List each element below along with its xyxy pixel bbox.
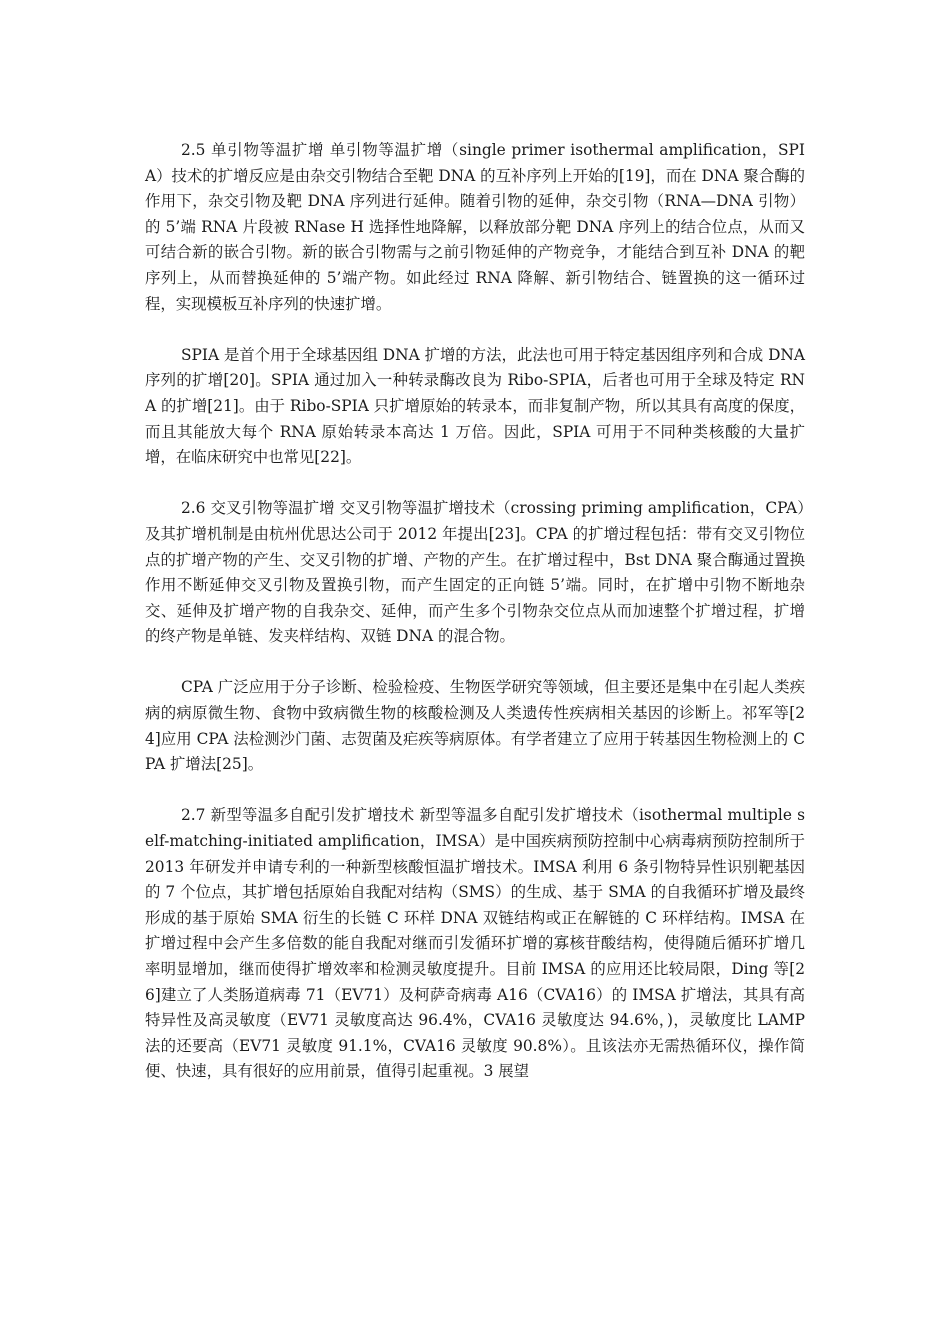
paragraph-cpa-method: 2.6 交叉引物等温扩增 交叉引物等温扩增技术（crossing priming amplification，CPA）及其扩增机制是由杭州优思达公司于 2012 年提出[23]。CPA 的扩增过程包括：带有交叉引物位点的扩增产物的产生、交叉引物的扩增、产物的产生。在扩增过程中，Bst DNA 聚合酶通过置换作用不断延伸交叉引物及置换引物，而产生固定的正向链 5’端。同时，在扩增中引物不断地杂交、延伸及扩增产物的自我杂交、延伸，而产生多个引物杂交位点从而加速整个扩增过程，扩增的终产物是单链、发夹样结构、双链 DNA 的混合物。	[145, 499, 805, 646]
document-body	[145, 138, 805, 1085]
paragraph-spia-applications: SPIA 是首个用于全球基因组 DNA 扩增的方法，此法也可用于特定基因组序列和合成 DNA 序列的扩增[20]。SPIA 通过加入一种转录酶改良为 Ribo-SPIA，后者也可用于全球及特定 RNA 的扩增[21]。由于 Ribo-SPIA 只扩增原始的转录本，而非复制产物，所以其具有高度的保度，而且其能放大每个 RNA 原始转录本高达 1 万倍。因此，SPIA 可用于不同种类核酸的大量扩增，在临床研究中也常见[22]。	[145, 345, 806, 467]
paragraph-imsa-method: 2.7 新型等温多自配引发扩增技术 新型等温多自配引发扩增技术（isothermal multiple self-matching-initiated amplification，IMSA）是中国疾病预防控制中心病毒病预防控制所于 2013 年研发并申请专利的一种新型核酸恒温扩增技术。IMSA 利用 6 条引物特异性识别靶基因的 7 个位点，其扩增包括原始自我配对结构（SMS）的生成、基于 SMA 的自我循环扩增及最终形成的基于原始 SMA 衍生的长链 C 环样 DNA 双链结构或正在解链的 C 环样结构。IMSA 在扩增过程中会产生多倍数的能自我配对继而引发循环扩增的寡核苷酸结构，使得随后循环扩增几率明显增加，继而使得扩增效率和检测灵敏度提升。目前 IMSA 的应用还比较局限，Ding 等[26]建立了人类肠道病毒 71（EV71）及柯萨奇病毒 A16（CVA16）的 IMSA 扩增法，其具有高特异性及高灵敏度（EV71 灵敏度高达 96.4%，CVA16 灵敏度达 94.6%，)，灵敏度比 LAMP 法的还要高（EV71 灵敏度 91.1%，CVA16 灵敏度 90.8%）。且该法亦无需热循环仪，操作简便、快速，具有很好的应用前景，值得引起重视。3 展望	[145, 806, 805, 1081]
paragraph-spia-method: 2.5 单引物等温扩增 单引物等温扩增（single primer isothermal amplification，SPIA）技术的扩增反应是由杂交引物结合至靶 DNA 的互补序列上开始的[19]，而在 DNA 聚合酶的作用下，杂交引物及靶 DNA 序列进行延伸。随着引物的延伸，杂交引物（RNA—DNA 引物）的 5’端 RNA 片段被 RNase H 选择性地降解，以释放部分靶 DNA 序列上的结合位点，从而又可结合新的嵌合引物。新的嵌合引物需与之前引物延伸的产物竞争，才能结合到互补 DNA 的靶序列上，从而替换延伸的 5’端产物。如此经过 RNA 降解、新引物结合、链置换的这一循环过程，实现模板互补序列的快速扩增。	[145, 141, 805, 313]
paragraph-cpa-applications: CPA 广泛应用于分子诊断、检验检疫、生物医学研究等领域，但主要还是集中在引起人类疾病的病原微生物、食物中致病微生物的核酸检测及人类遗传性疾病相关基因的诊断上。祁军等[24]应用 CPA 法检测沙门菌、志贺菌及疟疾等病原体。有学者建立了应用于转基因生物检测上的 CPA 扩增法[25]。	[145, 678, 805, 774]
